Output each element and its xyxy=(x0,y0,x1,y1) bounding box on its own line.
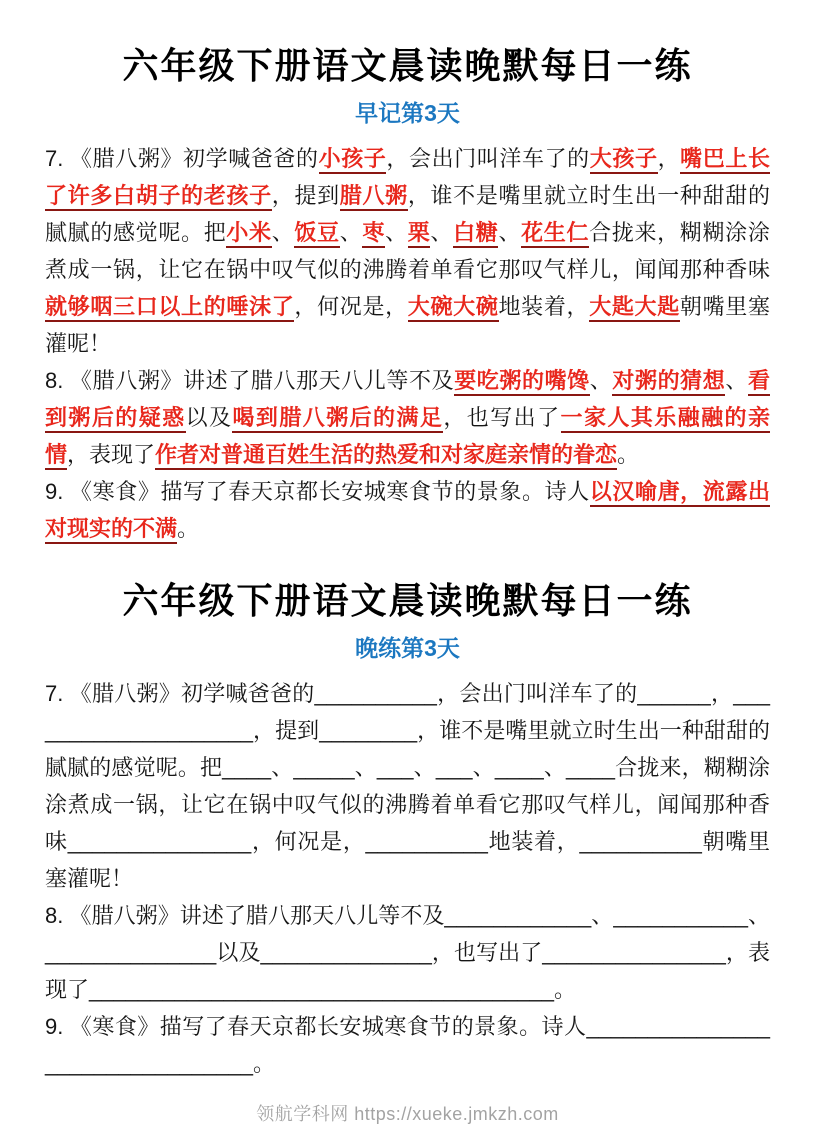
body-text: ，谁不是嘴里就立时生出一种甜甜的腻腻的感觉呢。把 xyxy=(45,183,770,245)
body-text: ，也写出了 xyxy=(443,405,561,430)
body-text: 、 xyxy=(430,220,454,245)
body-text: 、 xyxy=(385,220,408,245)
body-text: 。 xyxy=(177,516,200,541)
body-text: 朝嘴里塞灌呢！ xyxy=(45,294,770,356)
answer-highlight: 大碗大碗 xyxy=(408,294,499,322)
body-text: 8. 《腊八粥》讲述了腊八那天八儿等不及 xyxy=(45,368,455,393)
answer-highlight: 以汉喻唐，流露出对现实的不满 xyxy=(45,479,770,544)
answer-paragraph-8 xyxy=(45,362,770,473)
morning-recital-section xyxy=(45,38,770,547)
answer-highlight: 要吃粥的嘴馋 xyxy=(454,368,590,396)
body-text: ，表现了 xyxy=(67,442,156,467)
body-text: 地装着， xyxy=(498,294,590,319)
body-text: 、 xyxy=(589,368,613,393)
worksheet-title-repeat: 六年级下册语文晨读晚默每日一练 xyxy=(122,581,693,621)
worksheet-title: 六年级下册语文晨读晚默每日一练 xyxy=(122,46,693,86)
answer-highlight: 喝到腊八粥后的满足 xyxy=(232,405,443,433)
answer-paragraph-9 xyxy=(45,473,770,547)
answer-highlight: 栗 xyxy=(408,220,431,248)
blank-paragraph-9: 9. 《寒食》描写了春天京都长安城寒食节的景象。诗人________________________________。 xyxy=(45,1014,770,1076)
answer-highlight: 大匙大匙 xyxy=(589,294,680,322)
answer-highlight: 腊八粥 xyxy=(340,183,408,211)
body-text: 以及 xyxy=(185,405,233,430)
body-text: ，何况是， xyxy=(294,294,408,319)
answer-highlight: 饭豆 xyxy=(294,220,339,248)
body-text: 。 xyxy=(617,442,640,467)
blank-paragraph-8: 8. 《腊八粥》讲述了腊八那天八儿等不及____________、___________、______________以及______________，也写出了_______________，表现了______________________________________。 xyxy=(45,903,770,1002)
body-text: 合拢来，糊糊涂涂煮成一锅，让它在锅中叹气似的沸腾着单看它那叹气样儿，闻闻那种香味 xyxy=(45,220,770,282)
answer-highlight: 花生仁 xyxy=(521,220,589,248)
answer-paragraph-7 xyxy=(45,140,770,362)
body-text: 、 xyxy=(339,220,363,245)
answer-highlight: 大孩子 xyxy=(590,146,658,174)
answer-highlight: 一家人其乐融融的亲情 xyxy=(45,405,770,470)
answer-highlight: 嘴巴上长了许多白胡子的老孩子 xyxy=(45,146,770,211)
answer-highlight: 看到粥后的疑惑 xyxy=(45,368,770,433)
answer-highlight: 小米 xyxy=(226,220,271,248)
answer-highlight: 就够咽三口以上的唾沫了 xyxy=(45,294,294,322)
body-text: 7. 《腊八粥》初学喊爸爸的 xyxy=(45,146,319,171)
body-text: 9. 《寒食》描写了春天京都长安城寒食节的景象。诗人 xyxy=(45,479,590,504)
body-text: 、 xyxy=(498,220,522,245)
answer-highlight: 小孩子 xyxy=(319,146,387,174)
body-text: ，会出门叫洋车了的 xyxy=(386,146,590,171)
morning-day-subtitle: 早记第3天 xyxy=(355,100,460,126)
answer-highlight: 枣 xyxy=(362,220,385,248)
body-text: 、 xyxy=(271,220,295,245)
answer-highlight: 对粥的猜想 xyxy=(612,368,725,396)
answer-highlight: 白糖 xyxy=(453,220,498,248)
body-text: ， xyxy=(657,146,681,171)
answer-highlight: 作者对普通百姓生活的热爱和对家庭亲情的眷恋 xyxy=(155,442,617,470)
blank-paragraph-7: 7. 《腊八粥》初学喊爸爸的__________，会出门叫洋车了的______，____________________，提到________，谁不是嘴里就立时生出一种甜甜的腻腻的感觉呢。把____、_____、___、___、____、____合拢来，糊糊涂涂煮成一锅，让它在锅中叹气似的沸腾着单看它那叹气样儿，闻闻那种香味_______________，何况是，__________地装着，__________朝嘴里塞灌呢！ xyxy=(45,681,770,891)
evening-day-subtitle: 晚练第3天 xyxy=(355,635,460,661)
evening-practice-section xyxy=(45,573,770,1082)
site-watermark: 领航学科网 https://xueke.jmkzh.com xyxy=(256,1104,559,1124)
body-text: ，提到 xyxy=(271,183,340,208)
body-text: 、 xyxy=(725,368,748,393)
